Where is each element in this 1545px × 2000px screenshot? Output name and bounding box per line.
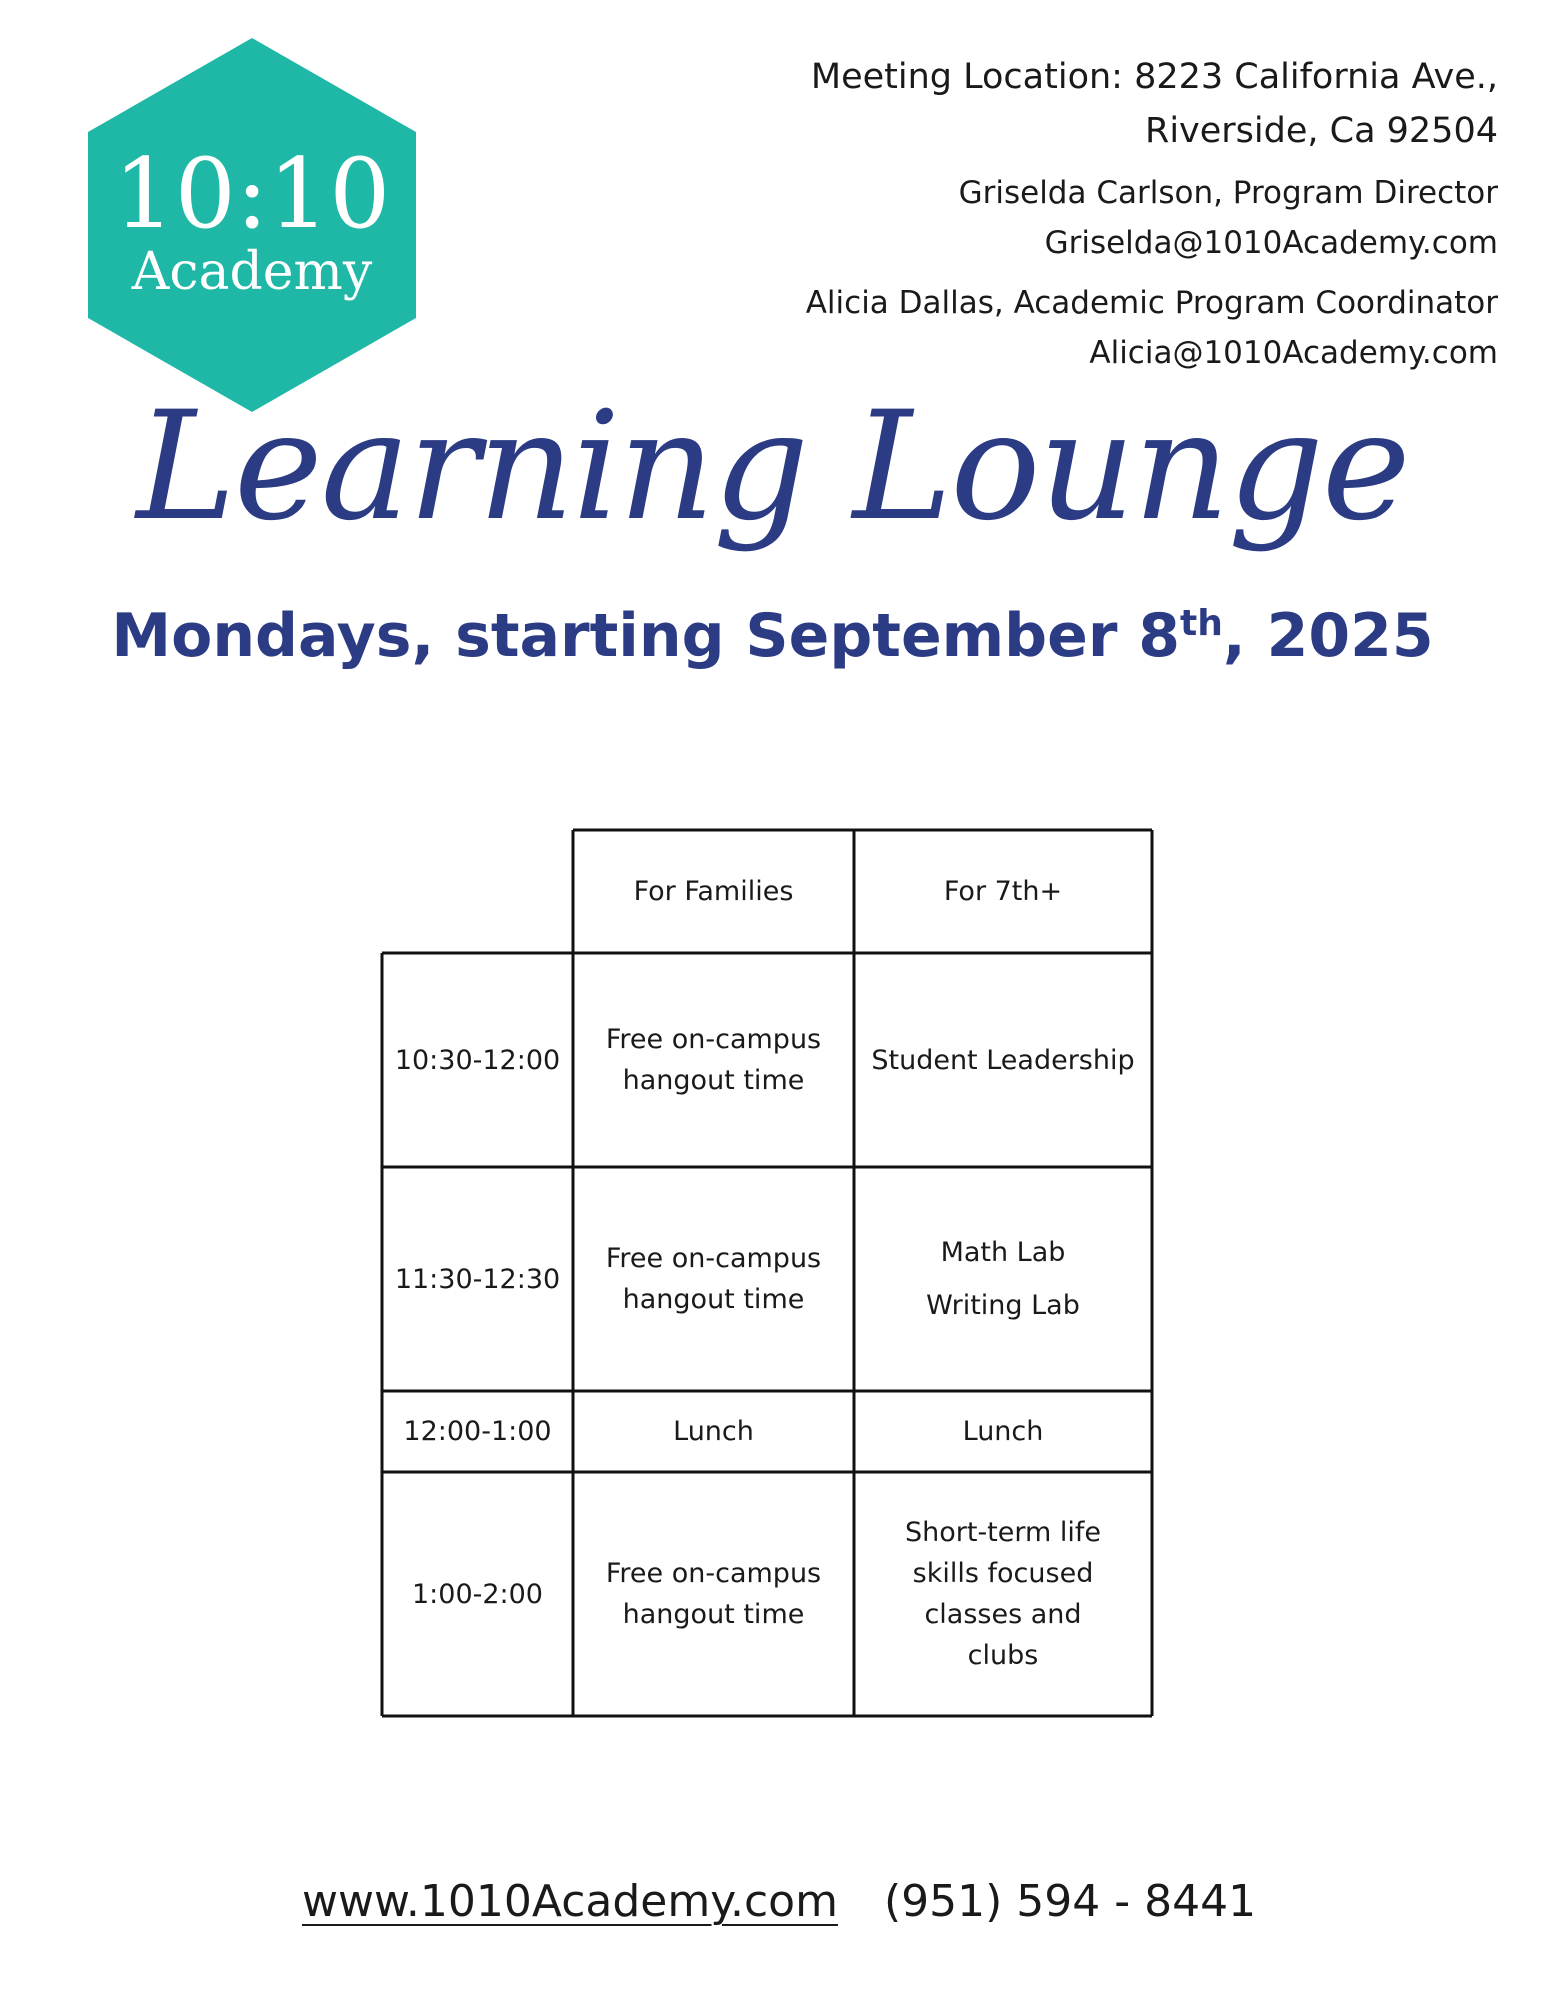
director-email[interactable]: Griselda@1010Academy.com [1044, 225, 1498, 261]
logo-word: Academy [131, 242, 373, 302]
location-line-2: Riverside, Ca 92504 [1145, 111, 1498, 151]
location-line-1: Meeting Location: 8223 California Ave., [810, 57, 1498, 97]
cell-line: Writing Lab [926, 1290, 1080, 1321]
row-older-cell [854, 1391, 1152, 1472]
row-families-cell [573, 953, 854, 1167]
page-title: Learning Lounge [136, 380, 1409, 554]
header-7th-plus: For 7th+ [943, 876, 1063, 907]
cell-line: classes and [924, 1599, 1082, 1630]
cell-line: hangout time [622, 1065, 805, 1096]
cell-line: Math Lab [940, 1237, 1066, 1268]
row-time: 12:00-1:00 [403, 1416, 552, 1447]
row-time: 11:30-12:30 [394, 1263, 561, 1295]
row-families-cell [573, 1167, 854, 1391]
cell-line: Free on-campus [605, 1558, 822, 1589]
logo-number: 10:10 [113, 138, 391, 250]
header-families: For Families [633, 876, 794, 907]
row-time: 1:00-2:00 [411, 1578, 543, 1610]
contact-block [678, 50, 1498, 378]
cell-line: hangout time [622, 1599, 805, 1630]
cell-line: Lunch [962, 1416, 1044, 1447]
cell-line: clubs [967, 1640, 1039, 1671]
row-older-cell [854, 1472, 1152, 1716]
subtitle-year: , 2025 [1222, 601, 1434, 671]
subtitle-date: Mondays, starting September 8 [111, 601, 1181, 671]
page-subtitle [0, 601, 1545, 671]
phone-number: (951) 594 - 8441 [884, 1876, 1257, 1927]
cell-line: skills focused [912, 1558, 1094, 1589]
cell-line: Short-term life [904, 1517, 1102, 1548]
cell-line: Free on-campus [605, 1243, 822, 1274]
subtitle-ordinal: th [1180, 603, 1223, 644]
coordinator-name: Alicia Dallas, Academic Program Coordinator [805, 285, 1498, 321]
row-families-cell [573, 1472, 854, 1716]
director-name: Griselda Carlson, Program Director [958, 175, 1498, 211]
coordinator-email[interactable]: Alicia@1010Academy.com [1089, 335, 1498, 371]
academy-logo [88, 38, 416, 412]
cell-line: hangout time [622, 1284, 805, 1315]
cell-line: Free on-campus [605, 1024, 822, 1055]
cell-line: Student Leadership [871, 1044, 1135, 1076]
row-families-cell [573, 1391, 854, 1472]
row-time: 10:30-12:00 [394, 1044, 561, 1076]
website-link[interactable]: www.1010Academy.com [302, 1876, 838, 1927]
cell-line: Lunch [673, 1416, 754, 1447]
row-older-cell [854, 1167, 1152, 1391]
row-older-cell [854, 953, 1152, 1167]
